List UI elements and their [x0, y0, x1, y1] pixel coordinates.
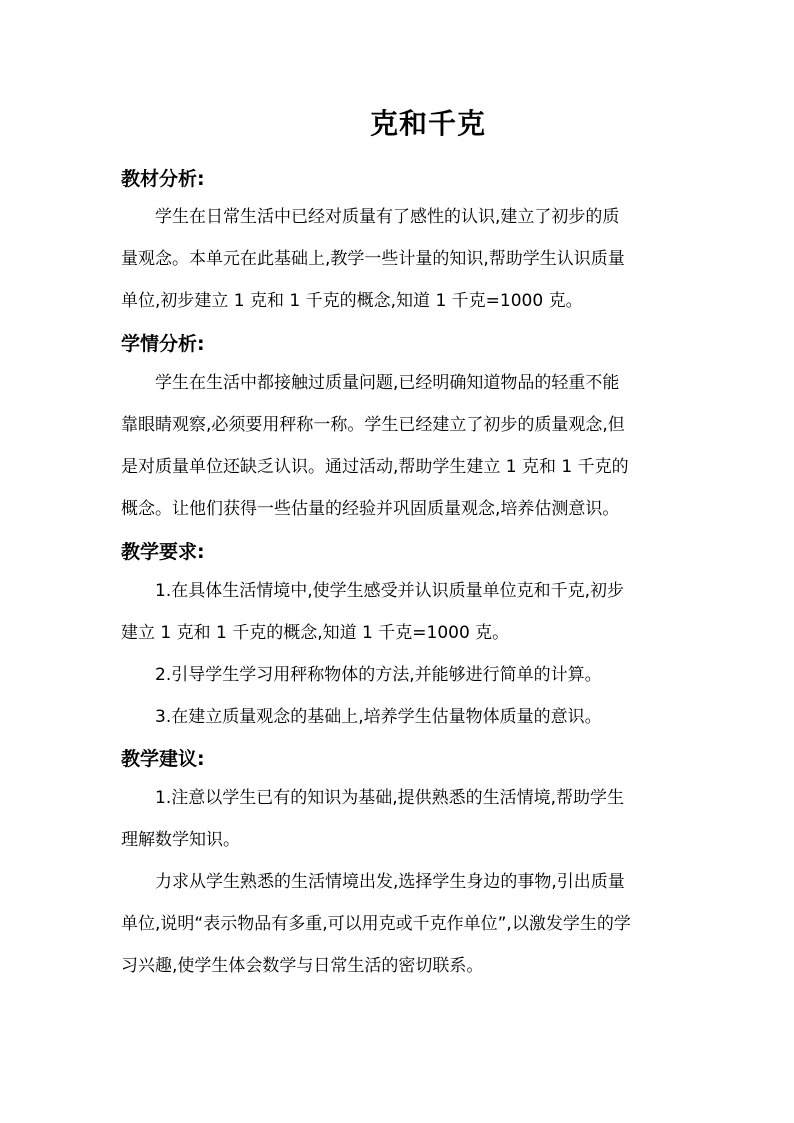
section-heading-material-analysis: 教材分析:: [121, 168, 205, 190]
paragraph-line: 习兴趣,使学生体会数学与日常生活的密切联系。: [121, 956, 484, 976]
paragraph-line: 1.注意以学生已有的知识为基础,提供熟悉的生活情境,帮助学生: [155, 788, 625, 808]
paragraph-line: 1.在具体生活情境中,使学生感受并认识质量单位克和千克,初步: [155, 581, 625, 601]
section-heading-teaching-requirements: 教学要求:: [121, 541, 205, 563]
paragraph-line: 是对质量单位还缺乏认识。通过活动,帮助学生建立 1 克和 1 千克的: [121, 457, 629, 477]
paragraph-line: 靠眼睛观察,必须要用秤称一称。学生已经建立了初步的质量观念,但: [121, 415, 625, 435]
section-heading-student-analysis: 学情分析:: [121, 333, 205, 355]
paragraph-line: 建立 1 克和 1 千克的概念,知道 1 千克=1000 克。: [121, 623, 510, 643]
paragraph-line: 单位,初步建立 1 克和 1 千克的概念,知道 1 千克=1000 克。: [121, 291, 583, 311]
paragraph-line: 3.在建立质量观念的基础上,培养学生估量物体质量的意识。: [155, 707, 602, 727]
paragraph-line: 学生在日常生活中已经对质量有了感性的认识,建立了初步的质: [155, 207, 620, 227]
section-heading-teaching-suggestions: 教学建议:: [121, 748, 205, 770]
paragraph-line: 2.引导学生学习用秤称物体的方法,并能够进行简单的计算。: [155, 665, 602, 685]
paragraph-line: 量观念。本单元在此基础上,教学一些计量的知识,帮助学生认识质量: [121, 249, 625, 269]
paragraph-line: 理解数学知识。: [121, 830, 240, 850]
paragraph-line: 概念。让他们获得一些估量的经验并巩固质量观念,培养估测意识。: [121, 499, 620, 519]
paragraph-line: 力求从学生熟悉的生活情境出发,选择学生身边的事物,引出质量: [155, 872, 625, 892]
paragraph-line: 学生在生活中都接触过质量问题,已经明确知道物品的轻重不能: [155, 373, 620, 393]
document-title: 克和千克: [369, 107, 486, 140]
paragraph-line: 单位,说明“表示物品有多重,可以用克或千克作单位”,以激发学生的学: [121, 914, 631, 934]
